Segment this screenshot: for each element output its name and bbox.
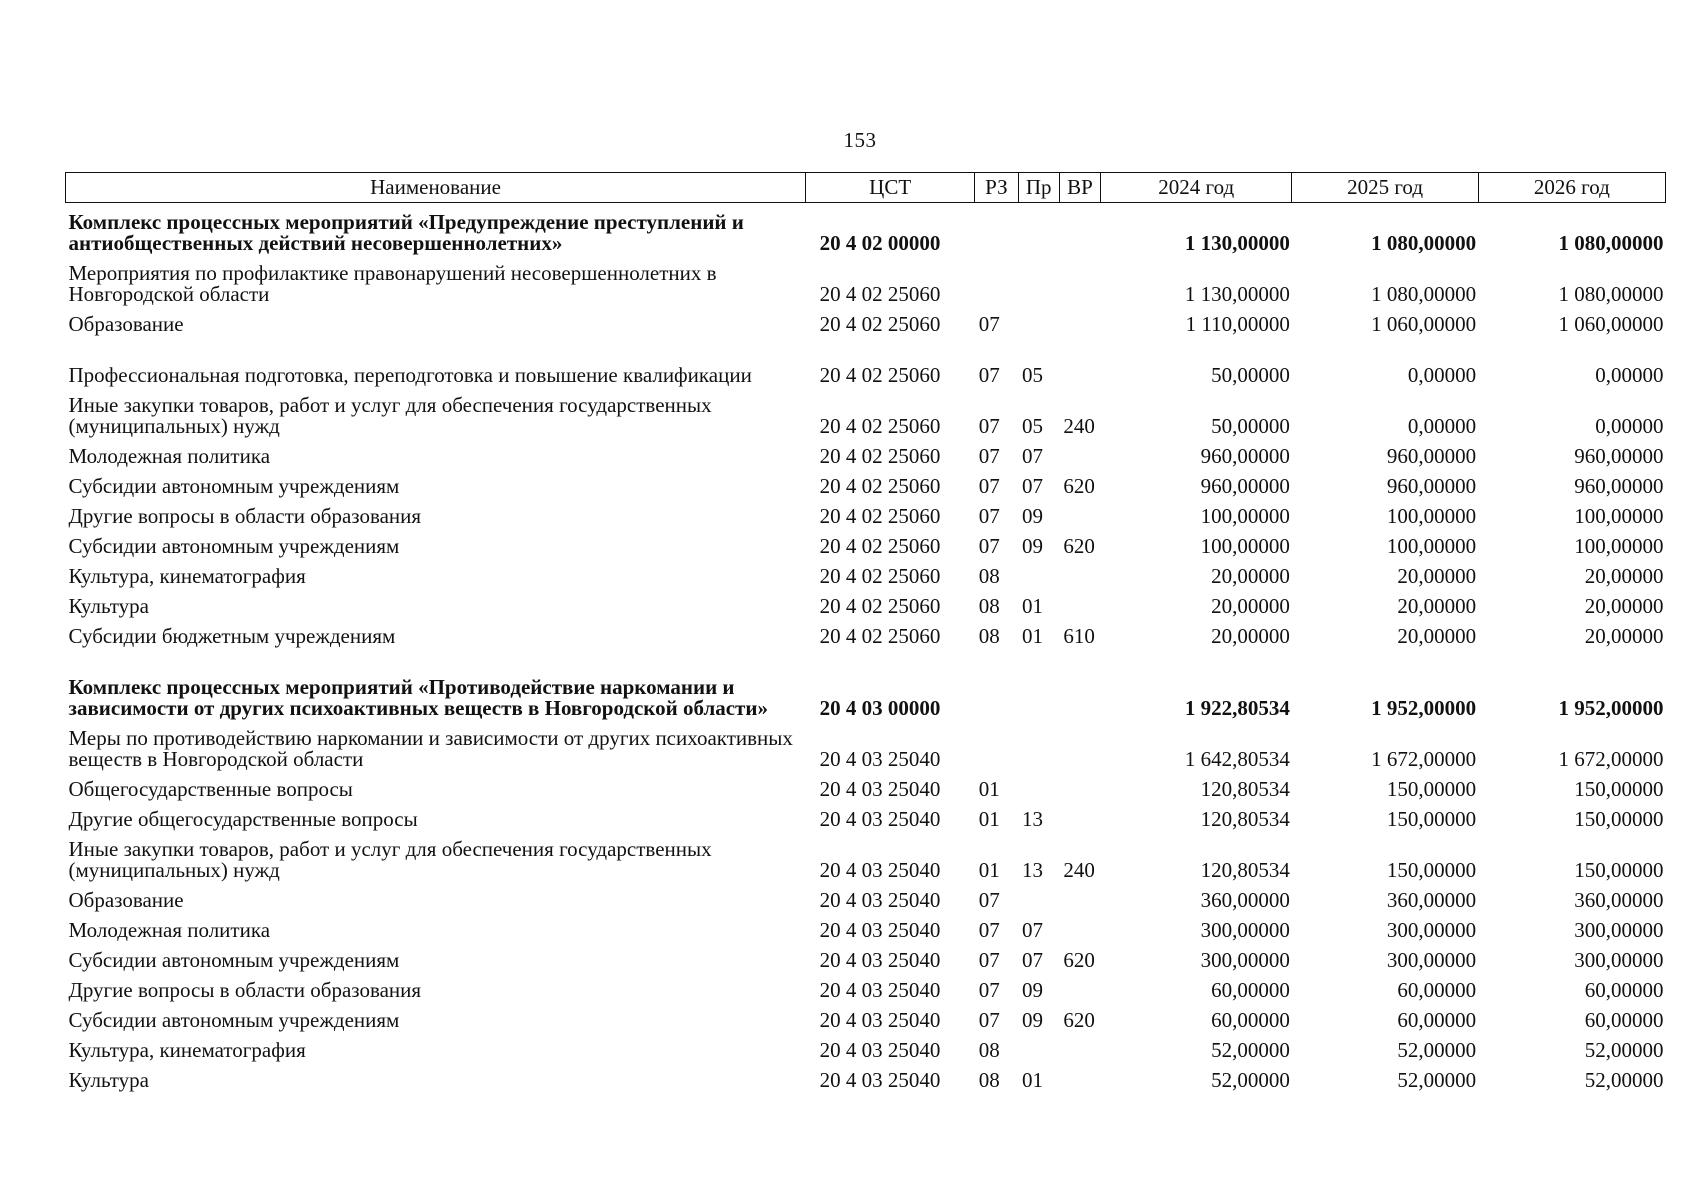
row-vr: 620 xyxy=(1063,1008,1095,1032)
row-value-2025: 60,00000 xyxy=(1397,1008,1477,1032)
row-value-2026: 60,00000 xyxy=(1584,978,1664,1002)
row-rz: 08 xyxy=(978,624,1000,648)
row-value-2024: 20,00000 xyxy=(1211,594,1290,618)
row-name: Субсидии автономным учреждениям xyxy=(68,948,400,972)
table-row xyxy=(66,770,1666,800)
row-value-2024: 960,00000 xyxy=(1200,444,1290,468)
row-cst: 20 4 02 25060 xyxy=(819,624,941,648)
table-row xyxy=(66,386,1666,437)
table-row xyxy=(66,800,1666,830)
row-value-2025: 960,00000 xyxy=(1386,474,1477,498)
row-value-2026: 150,00000 xyxy=(1574,858,1664,882)
row-value-2026: 60,00000 xyxy=(1584,1008,1664,1032)
row-name: Образование xyxy=(68,888,184,912)
row-pr: 05 xyxy=(1022,414,1044,438)
row-vr: 620 xyxy=(1063,948,1095,972)
row-rz: 07 xyxy=(978,414,1000,438)
row-value-2024: 50,00000 xyxy=(1211,414,1290,438)
row-value-2024: 52,00000 xyxy=(1211,1038,1290,1062)
row-cst: 20 4 03 25040 xyxy=(819,978,941,1002)
row-cst: 20 4 03 25040 xyxy=(819,858,941,882)
row-vr xyxy=(1059,1031,1100,1061)
row-value-2026: 52,00000 xyxy=(1584,1038,1664,1062)
header-2026: 2026 год xyxy=(1478,173,1665,203)
header-rz: РЗ xyxy=(975,173,1018,203)
row-pr xyxy=(1018,557,1059,587)
row-value-2025: 20,00000 xyxy=(1397,594,1477,618)
row-pr: 07 xyxy=(1022,948,1044,972)
row-vr xyxy=(1059,647,1100,719)
row-value-2025: 0,00000 xyxy=(1407,414,1477,438)
row-pr: 13 xyxy=(1022,807,1044,831)
row-vr: 620 xyxy=(1063,474,1095,498)
row-vr xyxy=(1059,770,1100,800)
row-value-2025: 1 060,00000 xyxy=(1371,312,1477,336)
row-name: Субсидии бюджетным учреждениям xyxy=(68,624,396,648)
row-vr: 240 xyxy=(1063,858,1095,882)
row-value-2024: 60,00000 xyxy=(1211,978,1290,1002)
header-name: Наименование xyxy=(66,173,806,203)
row-rz: 07 xyxy=(978,888,1000,912)
row-name: Культура xyxy=(68,594,149,618)
header-2024: 2024 год xyxy=(1101,173,1292,203)
row-value-2026: 300,00000 xyxy=(1574,918,1664,942)
table-row xyxy=(66,203,1666,255)
row-pr xyxy=(1018,770,1059,800)
table-row xyxy=(66,1031,1666,1061)
row-pr: 07 xyxy=(1022,444,1044,468)
row-name: Субсидии автономным учреждениям xyxy=(68,1008,400,1032)
row-rz: 01 xyxy=(978,807,1000,831)
row-cst: 20 4 02 25060 xyxy=(819,474,941,498)
table-row xyxy=(66,497,1666,527)
row-pr: 09 xyxy=(1022,534,1044,558)
row-value-2025: 150,00000 xyxy=(1386,858,1477,882)
header-cst: ЦСТ xyxy=(806,173,975,203)
row-pr: 01 xyxy=(1022,594,1044,618)
row-vr: 610 xyxy=(1063,624,1095,648)
row-rz xyxy=(975,647,1018,719)
row-rz: 07 xyxy=(978,1008,1000,1032)
row-cst: 20 4 03 25040 xyxy=(819,1068,941,1092)
table-row xyxy=(66,437,1666,467)
table-header-row xyxy=(66,173,1666,203)
row-value-2026: 1 060,00000 xyxy=(1558,312,1664,336)
row-value-2026: 960,00000 xyxy=(1574,474,1664,498)
row-value-2025: 360,00000 xyxy=(1386,888,1477,912)
row-value-2026: 1 672,00000 xyxy=(1558,747,1664,771)
row-value-2026: 20,00000 xyxy=(1584,564,1664,588)
table-row xyxy=(66,617,1666,647)
row-cst: 20 4 03 00000 xyxy=(819,696,941,720)
row-pr: 01 xyxy=(1022,1068,1044,1092)
row-value-2025: 150,00000 xyxy=(1386,807,1477,831)
row-name: Субсидии автономным учреждениям xyxy=(68,534,400,558)
row-value-2024: 360,00000 xyxy=(1200,888,1290,912)
row-value-2026: 360,00000 xyxy=(1574,888,1664,912)
row-rz: 07 xyxy=(978,363,1000,387)
row-rz: 07 xyxy=(978,534,1000,558)
row-rz: 07 xyxy=(978,474,1000,498)
row-rz xyxy=(975,254,1018,305)
row-rz: 07 xyxy=(978,918,1000,942)
row-name: Другие общегосударственные вопросы xyxy=(68,807,418,831)
row-value-2024: 1 130,00000 xyxy=(1184,231,1290,255)
row-vr xyxy=(1059,1061,1100,1091)
row-cst: 20 4 02 25060 xyxy=(819,444,941,468)
row-value-2025: 52,00000 xyxy=(1397,1038,1477,1062)
row-cst: 20 4 03 25040 xyxy=(819,948,941,972)
row-value-2025: 0,00000 xyxy=(1407,363,1477,387)
row-value-2024: 1 130,00000 xyxy=(1184,282,1290,306)
row-vr xyxy=(1059,254,1100,305)
row-value-2024: 100,00000 xyxy=(1200,504,1290,528)
row-value-2026: 300,00000 xyxy=(1574,948,1664,972)
row-vr xyxy=(1059,203,1100,255)
row-value-2025: 100,00000 xyxy=(1386,534,1477,558)
row-name: Общегосударственные вопросы xyxy=(68,777,353,801)
row-name: Меры по противодействию наркомании и зависимости от других психоактивных веществ в Новгородской области xyxy=(68,726,793,771)
row-vr xyxy=(1059,719,1100,770)
row-pr xyxy=(1018,719,1059,770)
row-rz: 08 xyxy=(978,1038,1000,1062)
row-cst: 20 4 02 00000 xyxy=(819,231,941,255)
table-row xyxy=(66,1001,1666,1031)
row-pr xyxy=(1018,647,1059,719)
row-value-2024: 120,80534 xyxy=(1200,777,1290,801)
row-name: Молодежная политика xyxy=(68,918,271,942)
row-cst: 20 4 03 25040 xyxy=(819,807,941,831)
row-value-2024: 1 642,80534 xyxy=(1184,747,1290,771)
table-row xyxy=(66,719,1666,770)
row-rz: 07 xyxy=(978,444,1000,468)
row-rz: 07 xyxy=(978,948,1000,972)
table-row xyxy=(66,647,1666,719)
row-name: Другие вопросы в области образования xyxy=(68,978,422,1002)
row-cst: 20 4 02 25060 xyxy=(819,312,941,336)
row-pr: 07 xyxy=(1022,474,1044,498)
row-pr xyxy=(1018,881,1059,911)
row-pr xyxy=(1018,1031,1059,1061)
table-row xyxy=(66,830,1666,881)
row-value-2024: 20,00000 xyxy=(1211,564,1290,588)
row-cst: 20 4 02 25060 xyxy=(819,414,941,438)
row-cst: 20 4 03 25040 xyxy=(819,747,941,771)
row-vr xyxy=(1059,971,1100,1001)
row-value-2025: 1 080,00000 xyxy=(1371,282,1477,306)
row-value-2024: 60,00000 xyxy=(1211,1008,1290,1032)
row-value-2026: 960,00000 xyxy=(1574,444,1664,468)
row-cst: 20 4 02 25060 xyxy=(819,564,941,588)
row-pr: 07 xyxy=(1022,918,1044,942)
row-value-2025: 1 952,00000 xyxy=(1371,696,1477,720)
row-cst: 20 4 02 25060 xyxy=(819,534,941,558)
row-rz: 07 xyxy=(978,504,1000,528)
row-name: Мероприятия по профилактике правонарушений несовершеннолетних в Новгородской области xyxy=(68,261,717,306)
row-cst: 20 4 03 25040 xyxy=(819,777,941,801)
table-row xyxy=(66,335,1666,386)
row-vr xyxy=(1059,911,1100,941)
row-value-2026: 100,00000 xyxy=(1574,534,1664,558)
row-value-2025: 60,00000 xyxy=(1397,978,1477,1002)
row-rz: 07 xyxy=(978,312,1000,336)
row-name: Комплекс процессных мероприятий «Предупреждение преступлений и антиобщественных действий несовершеннолетних» xyxy=(68,210,744,255)
table-row xyxy=(66,305,1666,335)
row-value-2024: 50,00000 xyxy=(1211,363,1290,387)
row-value-2024: 120,80534 xyxy=(1200,807,1290,831)
row-name: Другие вопросы в области образования xyxy=(68,504,422,528)
row-value-2025: 150,00000 xyxy=(1386,777,1477,801)
row-value-2026: 20,00000 xyxy=(1584,624,1664,648)
row-rz: 01 xyxy=(978,777,1000,801)
row-name: Субсидии автономным учреждениям xyxy=(68,474,400,498)
row-cst: 20 4 02 25060 xyxy=(819,504,941,528)
table-row xyxy=(66,467,1666,497)
row-rz: 08 xyxy=(978,594,1000,618)
row-name: Культура, кинематография xyxy=(68,1038,306,1062)
row-vr xyxy=(1059,587,1100,617)
table-row xyxy=(66,941,1666,971)
row-name: Культура, кинематография xyxy=(68,564,306,588)
row-name: Комплекс процессных мероприятий «Противодействие наркомании и зависимости от других психоактивных веществ в Новгородской области» xyxy=(68,675,768,720)
row-vr: 620 xyxy=(1063,534,1095,558)
row-value-2025: 100,00000 xyxy=(1386,504,1477,528)
row-value-2026: 0,00000 xyxy=(1595,414,1664,438)
row-name: Иные закупки товаров, работ и услуг для обеспечения государственных (муниципальных) нужд xyxy=(68,393,712,438)
row-name: Профессиональная подготовка, переподготовка и повышение квалификации xyxy=(68,363,752,387)
row-rz: 08 xyxy=(978,1068,1000,1092)
row-value-2026: 100,00000 xyxy=(1574,504,1664,528)
row-rz: 08 xyxy=(978,564,1000,588)
row-pr: 09 xyxy=(1022,1008,1044,1032)
row-cst: 20 4 02 25060 xyxy=(819,282,941,306)
row-name: Культура xyxy=(68,1068,149,1092)
budget-table xyxy=(65,172,1666,1091)
row-vr xyxy=(1059,497,1100,527)
row-value-2025: 1 672,00000 xyxy=(1371,747,1477,771)
row-value-2025: 20,00000 xyxy=(1397,624,1477,648)
table-row xyxy=(66,557,1666,587)
row-value-2025: 300,00000 xyxy=(1386,918,1477,942)
row-name: Молодежная политика xyxy=(68,444,271,468)
row-vr xyxy=(1059,881,1100,911)
row-vr xyxy=(1059,305,1100,335)
row-cst: 20 4 03 25040 xyxy=(819,888,941,912)
row-value-2025: 20,00000 xyxy=(1397,564,1477,588)
row-pr: 01 xyxy=(1022,624,1044,648)
row-pr xyxy=(1018,305,1059,335)
header-vr: ВР xyxy=(1059,173,1100,203)
row-pr: 09 xyxy=(1022,978,1044,1002)
row-rz: 07 xyxy=(978,978,1000,1002)
row-rz xyxy=(975,719,1018,770)
row-cst: 20 4 03 25040 xyxy=(819,918,941,942)
row-value-2024: 960,00000 xyxy=(1200,474,1290,498)
table-row xyxy=(66,881,1666,911)
row-value-2024: 1 110,00000 xyxy=(1185,312,1290,336)
row-value-2024: 300,00000 xyxy=(1200,948,1290,972)
row-value-2024: 52,00000 xyxy=(1211,1068,1290,1092)
row-name: Образование xyxy=(68,312,184,336)
table-row xyxy=(66,254,1666,305)
row-value-2026: 0,00000 xyxy=(1595,363,1664,387)
row-vr xyxy=(1059,800,1100,830)
row-rz: 01 xyxy=(978,858,1000,882)
row-cst: 20 4 03 25040 xyxy=(819,1038,941,1062)
row-value-2026: 150,00000 xyxy=(1574,777,1664,801)
header-2025: 2025 год xyxy=(1292,173,1478,203)
header-pr: Пр xyxy=(1018,173,1059,203)
row-value-2026: 1 952,00000 xyxy=(1558,696,1664,720)
row-value-2025: 52,00000 xyxy=(1397,1068,1477,1092)
row-cst: 20 4 02 25060 xyxy=(819,594,941,618)
row-value-2025: 1 080,00000 xyxy=(1371,231,1477,255)
row-pr: 13 xyxy=(1022,858,1044,882)
table-row xyxy=(66,527,1666,557)
row-vr xyxy=(1059,557,1100,587)
row-pr xyxy=(1018,254,1059,305)
row-pr xyxy=(1018,203,1059,255)
table-row xyxy=(66,911,1666,941)
row-vr xyxy=(1059,437,1100,467)
page-number: 153 xyxy=(843,128,877,152)
row-rz xyxy=(975,203,1018,255)
row-value-2024: 120,80534 xyxy=(1200,858,1290,882)
row-value-2025: 960,00000 xyxy=(1386,444,1477,468)
table-row xyxy=(66,971,1666,1001)
row-pr: 09 xyxy=(1022,504,1044,528)
row-name: Иные закупки товаров, работ и услуг для обеспечения государственных (муниципальных) нужд xyxy=(68,837,712,882)
row-value-2026: 52,00000 xyxy=(1584,1068,1664,1092)
row-value-2024: 20,00000 xyxy=(1211,624,1290,648)
row-value-2026: 1 080,00000 xyxy=(1558,282,1664,306)
row-value-2024: 1 922,80534 xyxy=(1184,696,1290,720)
row-vr xyxy=(1059,335,1100,386)
row-cst: 20 4 02 25060 xyxy=(819,363,941,387)
row-value-2024: 300,00000 xyxy=(1200,918,1290,942)
row-value-2026: 150,00000 xyxy=(1574,807,1664,831)
row-value-2026: 20,00000 xyxy=(1584,594,1664,618)
row-value-2026: 1 080,00000 xyxy=(1558,231,1664,255)
row-value-2025: 300,00000 xyxy=(1386,948,1477,972)
row-cst: 20 4 03 25040 xyxy=(819,1008,941,1032)
row-vr: 240 xyxy=(1063,414,1095,438)
table-row xyxy=(66,1061,1666,1091)
row-value-2024: 100,00000 xyxy=(1200,534,1290,558)
table-row xyxy=(66,587,1666,617)
row-pr: 05 xyxy=(1022,363,1044,387)
